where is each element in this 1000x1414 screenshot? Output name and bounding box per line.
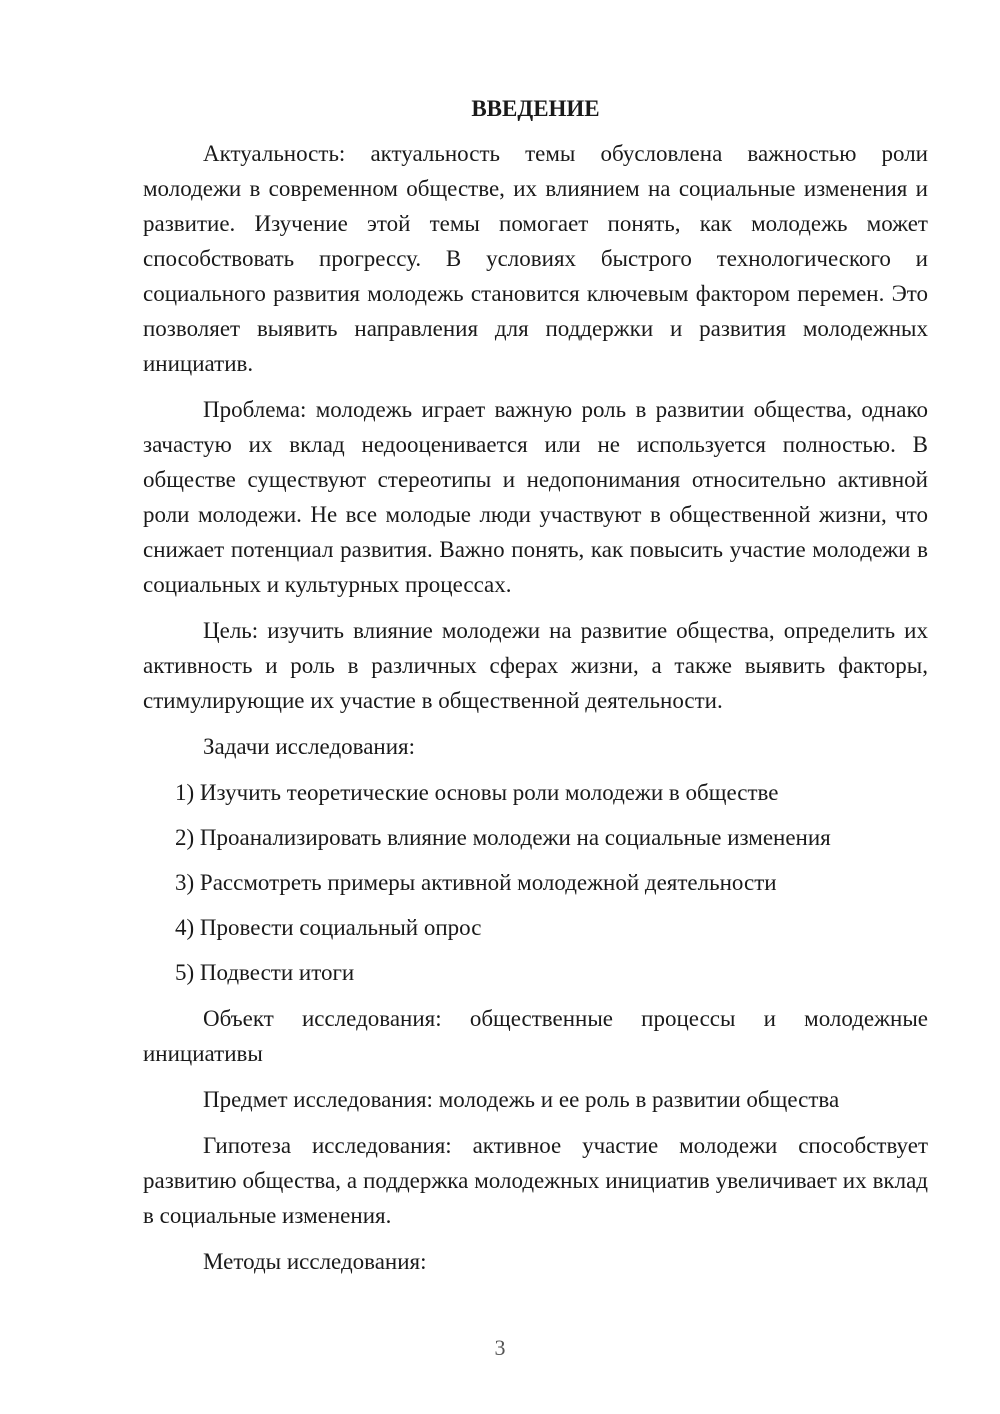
- methods-paragraph: Методы исследования:: [203, 1249, 427, 1274]
- subject-paragraph: Предмет исследования: молодежь и ее роль в развитии общества: [203, 1087, 840, 1112]
- goal-paragraph: Цель: изучить влияние молодежи на развитие общества, определить их активность и роль в различных сферах жизни, а также выявить факторы, стимулирующие их участие в общественной деятельности.: [143, 618, 928, 713]
- task-item: 5) Подвести итоги: [175, 960, 355, 985]
- task-item: 1) Изучить теоретические основы роли молодежи в обществе: [175, 780, 779, 805]
- task-item: 2) Проанализировать влияние молодежи на социальные изменения: [175, 825, 831, 850]
- page-number: 3: [494, 1335, 506, 1360]
- object-paragraph: Объект исследования: общественные процессы и молодежные инициативы: [143, 1006, 928, 1066]
- hypothesis-paragraph: Гипотеза исследования: активное участие молодежи способствует развитию общества, а поддержка молодежных инициатив увеличивает их вклад в социальные изменения.: [143, 1133, 928, 1228]
- problem-paragraph: Проблема: молодежь играет важную роль в развитии общества, однако зачастую их вклад недооценивается или не используется полностью. В обществе существуют стереотипы и недопонимания относительно активной роли молодежи. Не все молодые люди участвуют в общественной жизни, что снижает потенциал развития. Важно понять, как повысить участие молодежи в социальных и культурных процессах.: [143, 397, 928, 597]
- task-item: 4) Провести социальный опрос: [175, 915, 482, 940]
- section-heading: ВВЕДЕНИЕ: [471, 96, 600, 121]
- relevance-paragraph: Актуальность: актуальность темы обусловлена важностью роли молодежи в современном обществе, их влиянием на социальные изменения и развитие. Изучение этой темы помогает понять, как молодежь может способствовать прогрессу. В условиях быстрого технологического и социального развития молодежь становится ключевым фактором перемен. Это позволяет выявить направления для поддержки и развития молодежных инициатив.: [143, 141, 928, 376]
- page-content: [143, 92, 928, 1290]
- task-item: 3) Рассмотреть примеры активной молодежной деятельности: [175, 870, 777, 895]
- tasks-intro: Задачи исследования:: [203, 734, 416, 759]
- task-list: [143, 775, 928, 990]
